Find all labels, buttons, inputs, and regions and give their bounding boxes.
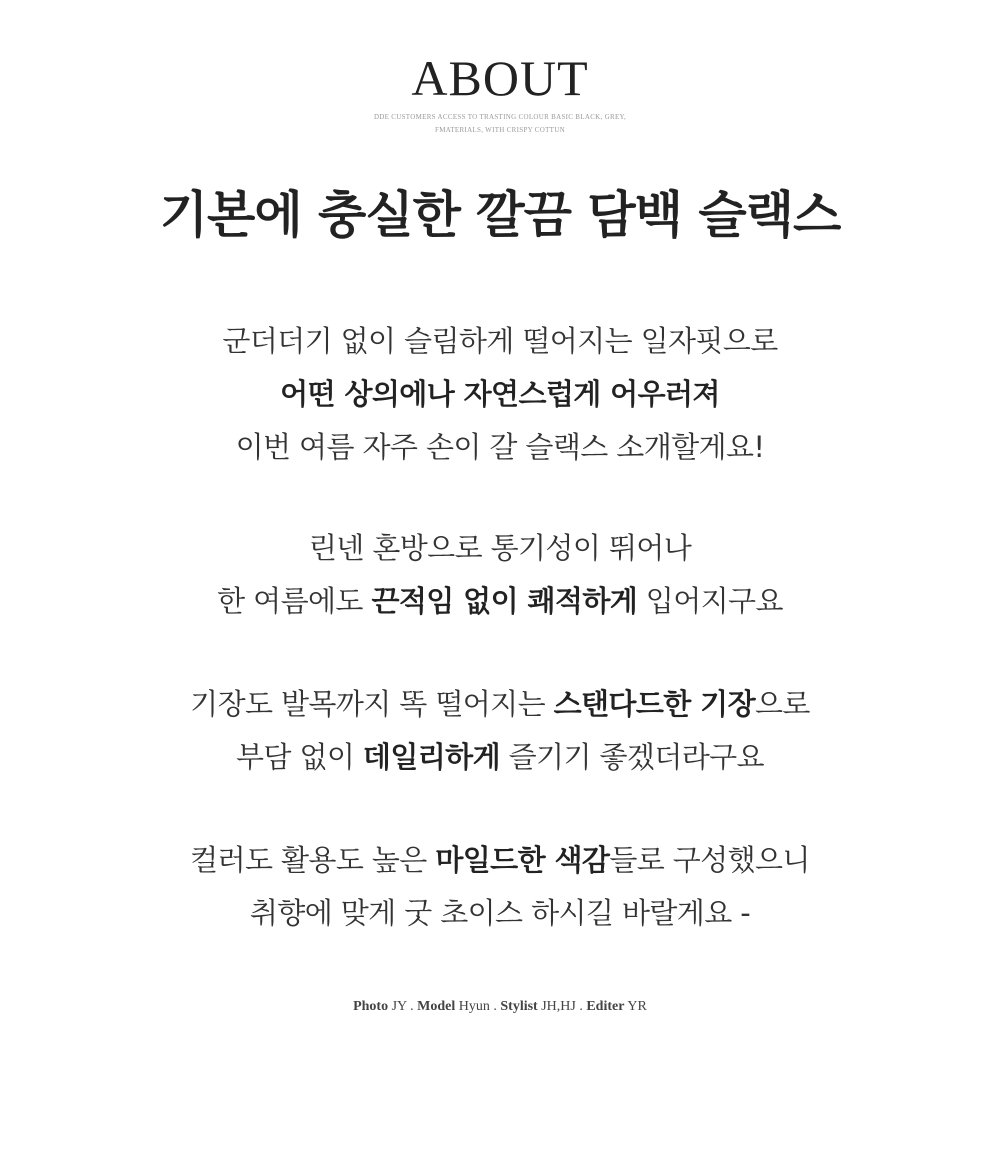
paragraph-line: 취향에 맞게 굿 초이스 하시길 바랄게요 - xyxy=(249,896,751,930)
text-span: 들로 구성했으니 xyxy=(609,843,810,877)
paragraph-line: 이번 여름 자주 손이 갈 슬랙스 소개할게요! xyxy=(235,430,765,464)
text-span: 부담 없이 xyxy=(236,740,363,774)
bold-phrase: 어떤 상의에나 자연스럽게 어우러져 xyxy=(280,377,720,411)
credit-label: Model xyxy=(417,999,456,1014)
tagline xyxy=(0,111,1000,137)
credit-name: YR xyxy=(624,999,647,1014)
text-span: 컬러도 활용도 높은 xyxy=(190,843,436,877)
paragraph-line xyxy=(0,575,1000,628)
text-span: 입어지구요 xyxy=(637,584,783,618)
paragraph-fit xyxy=(0,315,1000,474)
credit-name: JH,HJ . xyxy=(537,999,587,1014)
credit-label: Stylist xyxy=(500,999,538,1014)
paragraph-line: 군더더기 없이 슬림하게 떨어지는 일자핏으로 xyxy=(222,324,778,358)
headline: 기본에 충실한 깔끔 담백 슬랙스 xyxy=(159,186,841,244)
paragraph-line xyxy=(0,731,1000,784)
text-span: 즐기기 좋겠더라구요 xyxy=(500,740,764,774)
paragraph-length xyxy=(0,678,1000,784)
credit-label: Photo xyxy=(353,999,389,1014)
text-span: 기장도 발목까지 똑 떨어지는 xyxy=(190,687,554,721)
credits xyxy=(0,996,1000,1018)
bold-phrase: 끈적임 없이 쾌적하게 xyxy=(371,584,638,618)
paragraph-line: 린넨 혼방으로 통기성이 뛰어나 xyxy=(308,531,692,565)
paragraph-line xyxy=(0,368,1000,421)
credit-name: JY . xyxy=(388,999,418,1014)
credit-name: Hyun . xyxy=(455,999,501,1014)
tagline-line-1: DDE CUSTOMERS ACCESS TO TRASTING COLOUR BASIC BLACK, GREY, xyxy=(373,113,627,121)
about-title: ABOUT xyxy=(411,50,589,106)
text-span: 으로 xyxy=(755,687,810,721)
bold-phrase: 스탠다드한 기장 xyxy=(553,687,756,721)
paragraph-material xyxy=(0,522,1000,628)
paragraph-line xyxy=(0,834,1000,887)
text-span: 한 여름에도 xyxy=(217,584,372,618)
tagline-line-2: FMATERIALS, WITH CRISPY COTTUN xyxy=(435,126,565,134)
bold-phrase: 데일리하게 xyxy=(362,740,500,774)
bold-phrase: 마일드한 색감 xyxy=(435,843,610,877)
paragraph-line xyxy=(0,678,1000,731)
paragraph-color xyxy=(0,834,1000,940)
credit-label: Editer xyxy=(586,999,625,1014)
